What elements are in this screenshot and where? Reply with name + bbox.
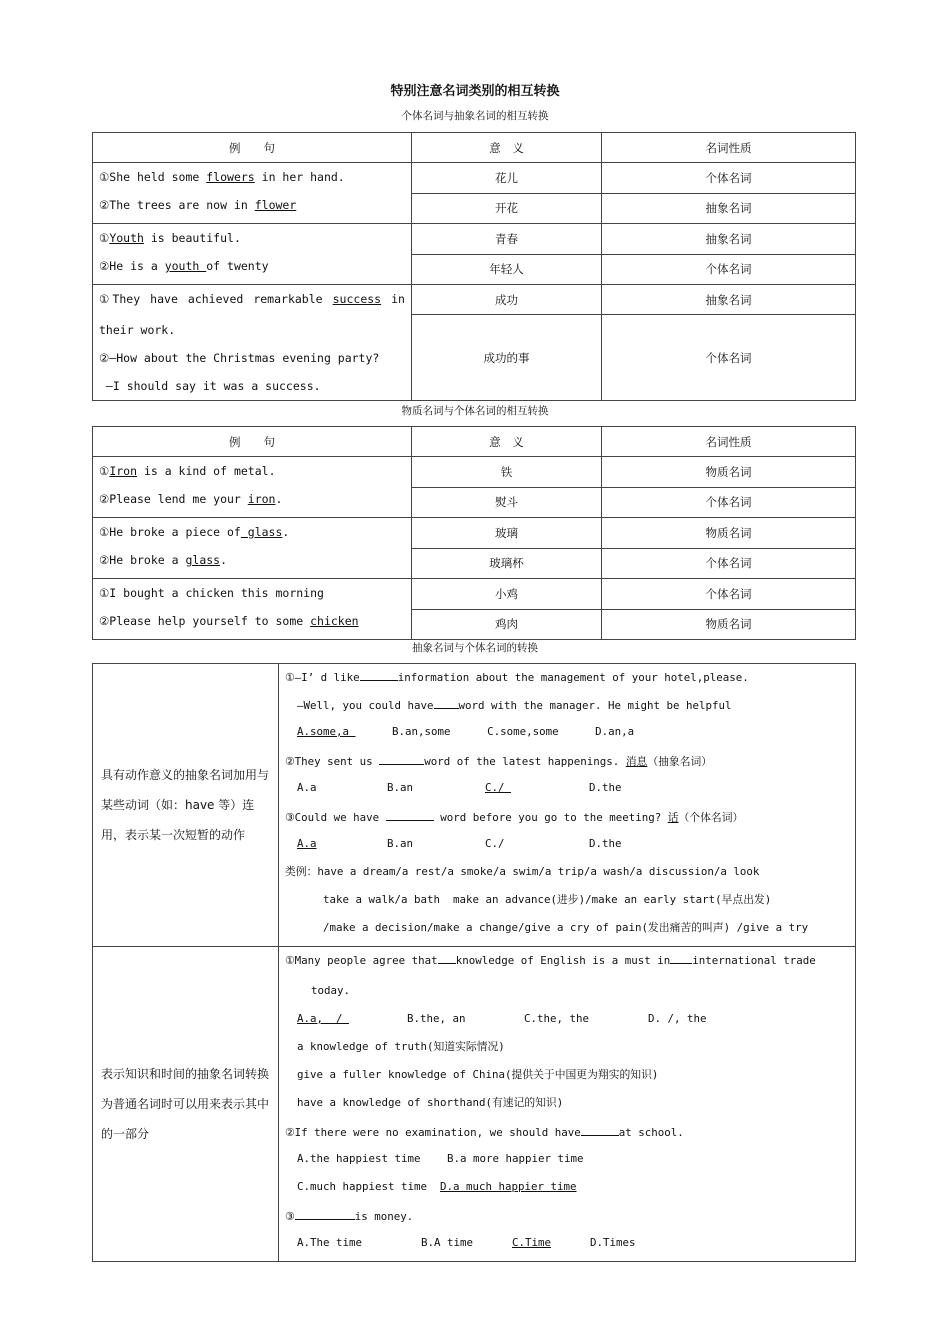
- table-header-row: [93, 133, 856, 163]
- underlined-word: flower: [254, 198, 297, 212]
- answer-blank: [360, 666, 398, 681]
- example-cell: ①Iron is a kind of metal. ②Please lend me your iron.: [93, 457, 412, 518]
- nature-cell: 个体名词: [602, 487, 856, 518]
- example-cell: ①Youth is beautiful. ②He is a youth of twenty: [93, 224, 412, 285]
- correct-option: A.a, /: [297, 1012, 350, 1025]
- nature-cell: 物质名词: [602, 518, 856, 549]
- header-meaning: 意 义: [412, 133, 602, 163]
- example-cell: ①She held some flowers in her hand. ②The trees are now in flower: [93, 163, 412, 224]
- table-row: [93, 947, 856, 1262]
- correct-option: A.some,a: [297, 725, 356, 738]
- answer-blank: [670, 949, 692, 964]
- correct-option: C.Time: [512, 1236, 552, 1249]
- nature-cell: 个体名词: [602, 315, 856, 401]
- underlined-word: Youth: [109, 231, 144, 245]
- meaning-cell: 成功的事: [412, 315, 602, 401]
- meaning-cell: 小鸡: [412, 579, 602, 610]
- answer-blank: [438, 949, 456, 964]
- header-example: 例 句: [93, 133, 412, 163]
- nature-cell: 抽象名词: [602, 224, 856, 255]
- answer-blank: [295, 1205, 355, 1220]
- header-example: 例 句: [93, 427, 412, 457]
- example-cell: ①I bought a chicken this morning ②Please help yourself to some chicken: [93, 579, 412, 640]
- meaning-cell: 玻璃: [412, 518, 602, 549]
- correct-option: A.a: [297, 837, 317, 850]
- exercise-cell: ①—I’ d like information about the management of your hotel,please. —Well, you could have word with the manager. He might be helpful A.some,a B.an,some C.some,some D.an,a ②They sent us word of the latest happenings. 消息（抽象名词） A.a B.an C./ D.the ③Could we have word before you go to the meeting? 话（个体名词） A.a B.an C./ D.the 类例：have a dream/a rest/a smoke/a swim/a trip/a wash/a discussion/a look take a walk/a bath make an advance(进步)/make an early start(早点出发) /make a decision/make a change/give a cry of pain(发出痛苦的叫声) /give a try: [279, 664, 856, 947]
- section2-subtitle: 物质名词与个体名词的相互转换: [401, 405, 549, 417]
- section1-subtitle: 个体名词与抽象名词的相互转换: [401, 110, 549, 122]
- meaning-cell: 熨斗: [412, 487, 602, 518]
- meaning-cell: 年轻人: [412, 254, 602, 285]
- header-nature: 名词性质: [602, 427, 856, 457]
- exercise-cell: ①Many people agree that knowledge of English is a must in international trade today. A.a, / B.the, an C.the, the D. /, the a knowledge of truth(知道实际情况) give a fuller knowledge of China(提供关于中国更为翔实的知识) have a knowledge of shorthand(有速记的知识) ②If there were no examination, we should have at school. A.the happiest time B.a more happier time C.much happiest time D.a much happier time ③ is money. A.The time B.A time C.Time D.Times: [279, 947, 856, 1262]
- rule-label-cell: 表示知识和时间的抽象名词转换为普通名词时可以用来表示其中的一部分: [93, 947, 279, 1262]
- table-header-row: [93, 427, 856, 457]
- nature-cell: 抽象名词: [602, 285, 856, 315]
- meaning-cell: 成功: [412, 285, 602, 315]
- answer-blank: [581, 1121, 619, 1136]
- meaning-cell: 铁: [412, 457, 602, 488]
- table-row: [93, 163, 856, 194]
- underlined-word: glass: [240, 525, 283, 539]
- meaning-cell: 青春: [412, 224, 602, 255]
- answer-blank: [386, 806, 434, 821]
- section3-table: [92, 663, 856, 1262]
- underlined-word: 话: [667, 811, 679, 824]
- meaning-cell: 鸡肉: [412, 609, 602, 640]
- table-row: [93, 518, 856, 549]
- example-cell: ①They have achieved remarkable success in their work. ②—How about the Christmas evening party? —I should say it was a success.: [93, 285, 412, 401]
- underlined-word: flowers: [206, 170, 255, 184]
- answer-blank: [434, 694, 459, 709]
- answer-blank: [379, 750, 424, 765]
- example-cell: ①He broke a piece of glass. ②He broke a glass.: [93, 518, 412, 579]
- meaning-cell: 玻璃杯: [412, 548, 602, 579]
- table-row: [93, 579, 856, 610]
- section2-table: [92, 426, 856, 640]
- table-row: [93, 664, 856, 947]
- header-meaning: 意 义: [412, 427, 602, 457]
- page-title: 特别注意名词类别的相互转换: [390, 84, 560, 99]
- section3-subtitle: 抽象名词与个体名词的转换: [412, 642, 538, 654]
- nature-cell: 个体名词: [602, 548, 856, 579]
- nature-cell: 个体名词: [602, 254, 856, 285]
- nature-cell: 抽象名词: [602, 193, 856, 224]
- correct-option: D.a much happier time: [440, 1180, 577, 1193]
- underlined-word: success: [332, 292, 382, 306]
- underlined-word: 消息: [625, 755, 648, 768]
- rule-label-cell: 具有动作意义的抽象名词加用与某些动词（如：have 等）连用，表示某一次短暂的动作: [93, 664, 279, 947]
- underlined-word: chicken: [310, 614, 359, 628]
- correct-option: C./: [485, 781, 512, 794]
- meaning-cell: 花儿: [412, 163, 602, 194]
- nature-cell: 个体名词: [602, 163, 856, 194]
- underlined-word: youth: [164, 259, 207, 273]
- meaning-cell: 开花: [412, 193, 602, 224]
- nature-cell: 个体名词: [602, 579, 856, 610]
- table-row: [93, 285, 856, 315]
- header-nature: 名词性质: [602, 133, 856, 163]
- section1-table: [92, 132, 856, 401]
- table-row: [93, 224, 856, 255]
- nature-cell: 物质名词: [602, 457, 856, 488]
- table-row: [93, 457, 856, 488]
- underlined-word: Iron: [109, 464, 138, 478]
- underlined-word: iron: [247, 492, 276, 506]
- underlined-word: glass: [185, 553, 221, 567]
- nature-cell: 物质名词: [602, 609, 856, 640]
